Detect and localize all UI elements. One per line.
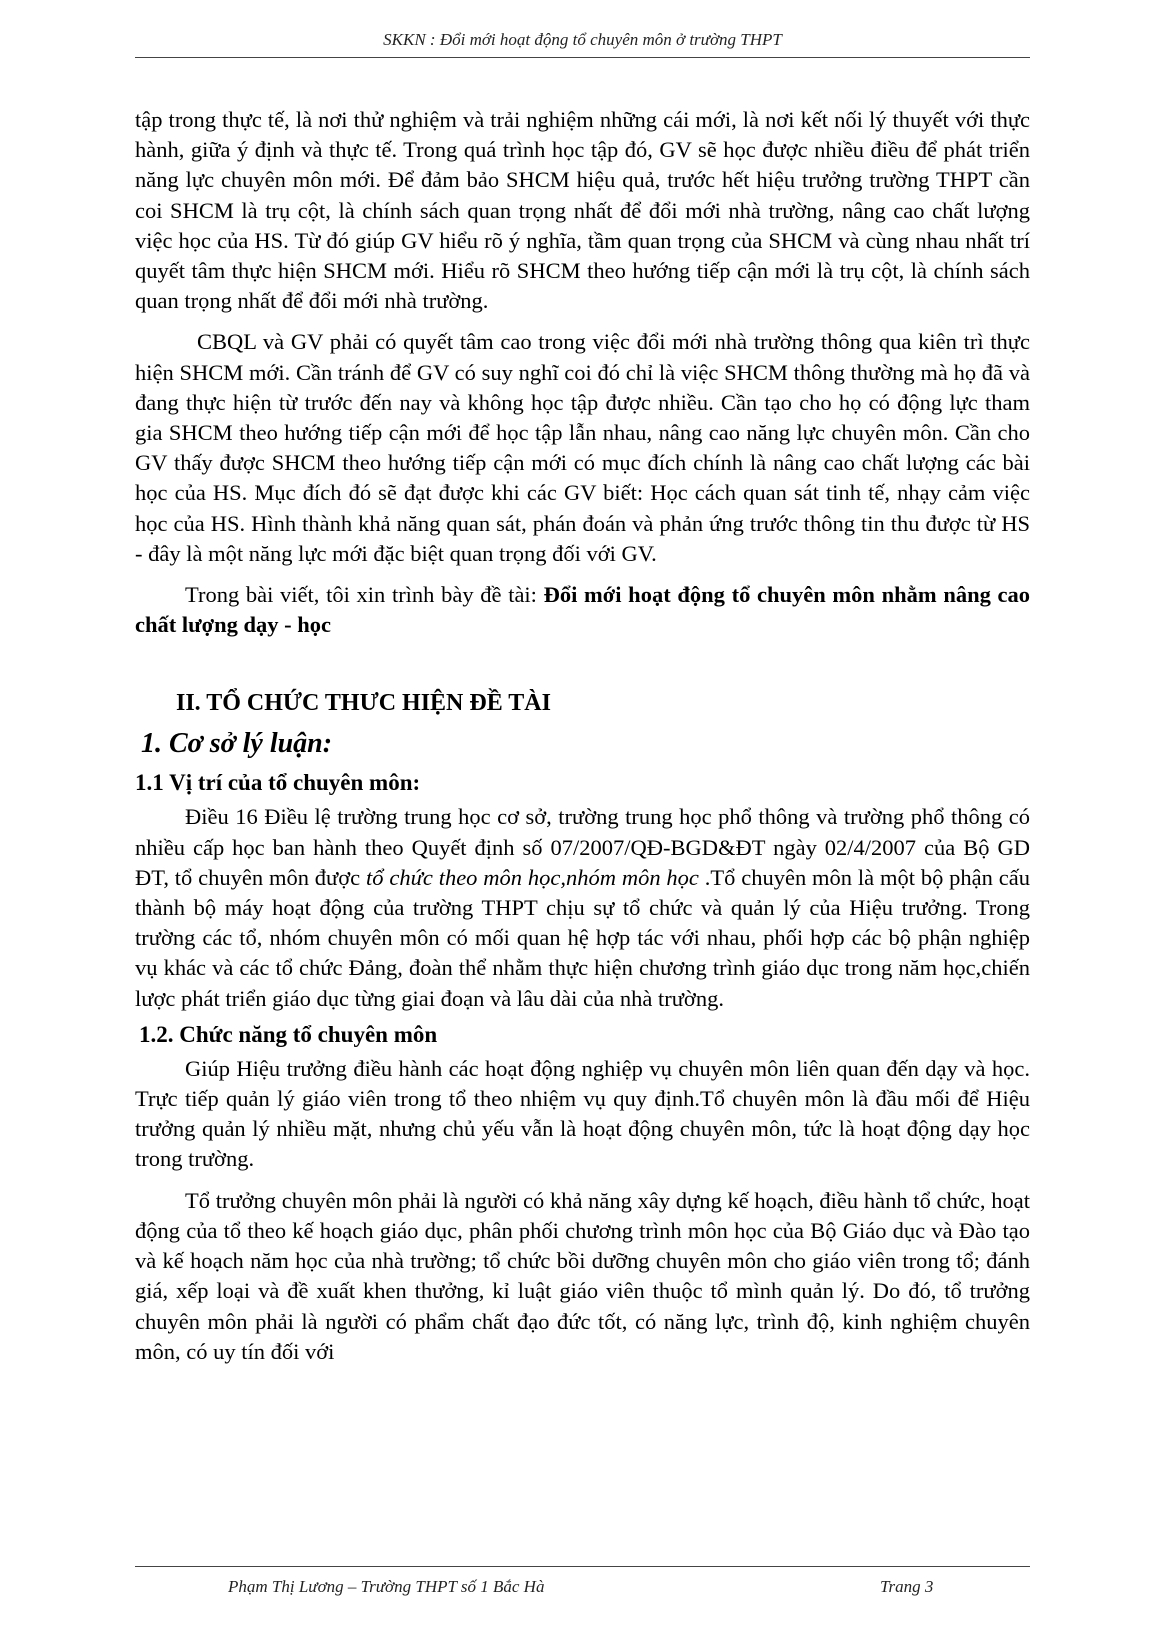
section-heading-ii: II. TỔ CHỨC THƯC HIỆN ĐỀ TÀI [176,690,551,717]
footer-divider [135,1566,1030,1567]
paragraph-4-part-b: .Tổ chuyên môn là một bộ phận cấu thành bộ máy hoạt động của trường THPT chịu sự tổ chức và quản lý của Hiệu trưởng. Trong trường các tổ, nhóm chuyên môn có mối quan hệ hợp tác với nhau, phối hợp các bộ phận nghiệp vụ khác và các tổ chức Đảng, đoàn thể nhằm thực hiện chương trình giáo dục trong năm học,chiến lược phát triển giáo dục từng giai đoạn và lâu dài của nhà trường. [135,864,1030,1011]
paragraph-2: CBQL và GV phải có quyết tâm cao trong việc đổi mới nhà trường thông qua kiên trì thực hiện SHCM mới. Cần tránh để GV có suy nghĩ coi đó chỉ là việc SHCM thông thường mà họ đã và đang thực hiện từ trước đến nay và không học tập được nhiều. Cần tạo cho họ có động lực tham gia SHCM theo hướng tiếp cận mới để học tập lẫn nhau, nâng cao năng lực chuyên môn. Cần cho GV thấy được SHCM theo hướng tiếp cận mới có mục đích chính là nâng cao chất lượng các bài học của HS. Mục đích đó sẽ đạt được khi các GV biết: Học cách quan sát tinh tế, nhạy cảm việc học của HS. Hình thành khả năng quan sát, phán đoán và phản ứng trước thông tin thu được từ HS - đây là một năng lực mới đặc biệt quan trọng đối với GV. [135,329,1030,566]
paragraph-1: tập trong thực tế, là nơi thử nghiệm và trải nghiệm những cái mới, là nơi kết nối lý thuyết với thực hành, giữa ý định và thực tế. Trong quá trình học tập đó, GV sẽ học được nhiều điều để phát triển năng lực chuyên môn mới. Để đảm bảo SHCM hiệu quả, trước hết hiệu trưởng trường THPT cần coi SHCM là trụ cột, là chính sách quan trọng nhất để đổi mới nhà trường, nâng cao chất lượng việc học của HS. Từ đó giúp GV hiểu rõ ý nghĩa, tầm quan trọng của SHCM và cùng nhau nhất trí quyết tâm thực hiện SHCM mới. Hiểu rõ SHCM theo hướng tiếp cận mới là trụ cột, là chính sách quan trọng nhất để đổi mới nhà trường. [135,107,1030,314]
topic-title: Đổi mới hoạt động tổ chuyên môn nhằm nâng cao chất lượng dạy - học [135,582,1031,638]
page-header: SKKN : Đổi mới hoạt động tổ chuyên môn ở trường THPT [383,30,782,49]
paragraph-4-italic: tổ chức theo môn học,nhóm môn học [366,864,699,890]
header-divider [135,57,1030,58]
paragraph-6: Tổ trưởng chuyên môn phải là người có khả năng xây dựng kế hoạch, điều hành tổ chức, hoạt động của tổ theo kế hoạch giáo dục, phân phối chương trình môn học của Bộ Giáo dục và Đào tạo và kế hoạch năm học của nhà trường; tổ chức bồi dưỡng chuyên môn cho giáo viên trong tổ; đánh giá, xếp loại và đề xuất khen thưởng, kỉ luật giáo viên thuộc tổ mình quản lý. Do đó, tổ trưởng chuyên môn phải là người có phẩm chất đạo đức tốt, có năng lực, trình độ, kinh nghiệm chuyên môn, có uy tín đối với [135,1187,1030,1364]
subheading-1-1: 1.1 Vị trí của tổ chuyên môn: [135,770,421,796]
paragraph-5: Giúp Hiệu trưởng điều hành các hoạt động nghiệp vụ chuyên môn liên quan đến dạy và học. Trực tiếp quản lý giáo viên trong tổ theo nhiệm vụ quy định.Tổ chuyên môn là đầu mối để Hiệu trưởng quản lý nhiều mặt, nhưng chủ yếu vẫn là hoạt động chuyên môn, tức là hoạt động dạy học trong trường. [135,1055,1030,1172]
footer-author: Phạm Thị Lương – Trường THPT số 1 Bắc Hà [228,1577,545,1596]
paragraph-4 [135,802,1030,1013]
subheading-1-2: 1.2. Chức năng tổ chuyên môn [139,1021,438,1047]
paragraph-3-lead: Trong bài viết, tôi xin trình bày đề tài: [185,582,544,608]
footer-page-number: Trang 3 [880,1577,934,1596]
page-content [135,105,1030,1367]
paragraph-3 [135,580,1030,640]
section-heading-1: 1. Cơ sở lý luận: [141,728,333,760]
paragraph-4-part-a: Điều 16 Điều lệ trường trung học cơ sở, trường trung học phổ thông và trường phổ thông có nhiều cấp học ban hành theo Quyết định số 07/2007/QĐ-BGD&ĐT ngày 02/4/2007 của Bộ GD ĐT, tổ chuyên môn được [135,804,1030,890]
